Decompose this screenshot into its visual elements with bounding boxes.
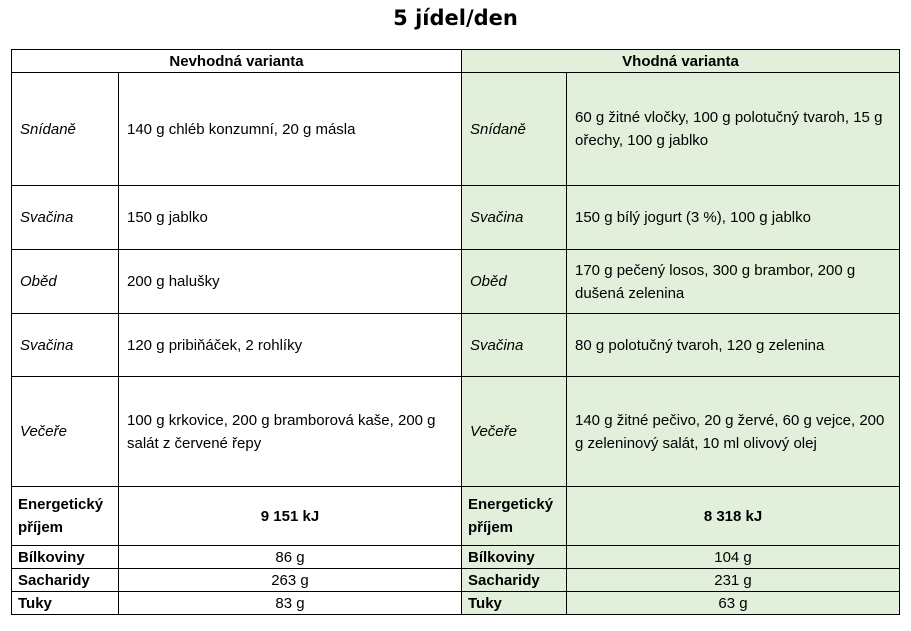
meal-comparison-table <box>11 49 900 615</box>
meal-label: Svačina <box>462 314 567 377</box>
table-row <box>12 314 900 377</box>
page-title: 5 jídel/den <box>393 6 518 30</box>
suitable-item: 150 g bílý jogurt (3 %), 100 g jablko <box>567 186 900 250</box>
suitable-item: 170 g pečený losos, 300 g brambor, 200 g dušená zelenina <box>567 250 900 314</box>
summary-label: Energetický příjem <box>462 487 567 546</box>
meal-label: Večeře <box>12 377 119 487</box>
summary-row-carbs <box>12 569 900 592</box>
summary-label: Sacharidy <box>462 569 567 592</box>
summary-value-suitable: 231 g <box>567 569 900 592</box>
table-row <box>12 73 900 186</box>
summary-value-unsuitable: 83 g <box>119 592 462 615</box>
summary-row-energy <box>12 487 900 546</box>
summary-value-unsuitable: 9 151 kJ <box>119 487 462 546</box>
header-row <box>12 50 900 73</box>
unsuitable-item: 120 g pribiňáček, 2 rohlíky <box>119 314 462 377</box>
meal-label: Svačina <box>12 186 119 250</box>
unsuitable-item: 200 g halušky <box>119 250 462 314</box>
summary-row-fat <box>12 592 900 615</box>
summary-value-suitable: 63 g <box>567 592 900 615</box>
meal-label: Oběd <box>462 250 567 314</box>
meal-label: Snídaně <box>12 73 119 186</box>
summary-label: Tuky <box>462 592 567 615</box>
table-row <box>12 250 900 314</box>
unsuitable-item: 140 g chléb konzumní, 20 g másla <box>119 73 462 186</box>
meal-label: Oběd <box>12 250 119 314</box>
unsuitable-item: 100 g krkovice, 200 g bramborová kaše, 200 g salát z červené řepy <box>119 377 462 487</box>
table-row <box>12 186 900 250</box>
suitable-item: 60 g žitné vločky, 100 g polotučný tvaroh, 15 g ořechy, 100 g jablko <box>567 73 900 186</box>
header-suitable: Vhodná varianta <box>462 50 900 73</box>
summary-value-unsuitable: 86 g <box>119 546 462 569</box>
meal-label: Večeře <box>462 377 567 487</box>
suitable-item: 80 g polotučný tvaroh, 120 g zelenina <box>567 314 900 377</box>
meal-label: Snídaně <box>462 73 567 186</box>
summary-label: Bílkoviny <box>12 546 119 569</box>
meal-label: Svačina <box>12 314 119 377</box>
meal-label: Svačina <box>462 186 567 250</box>
summary-label: Sacharidy <box>12 569 119 592</box>
summary-row-protein <box>12 546 900 569</box>
summary-label: Bílkoviny <box>462 546 567 569</box>
summary-value-suitable: 8 318 kJ <box>567 487 900 546</box>
table-row <box>12 377 900 487</box>
summary-label: Tuky <box>12 592 119 615</box>
header-unsuitable: Nevhodná varianta <box>12 50 462 73</box>
summary-value-unsuitable: 263 g <box>119 569 462 592</box>
unsuitable-item: 150 g jablko <box>119 186 462 250</box>
suitable-item: 140 g žitné pečivo, 20 g žervé, 60 g vejce, 200 g zeleninový salát, 10 ml olivový olej <box>567 377 900 487</box>
summary-label: Energetický příjem <box>12 487 119 546</box>
summary-value-suitable: 104 g <box>567 546 900 569</box>
